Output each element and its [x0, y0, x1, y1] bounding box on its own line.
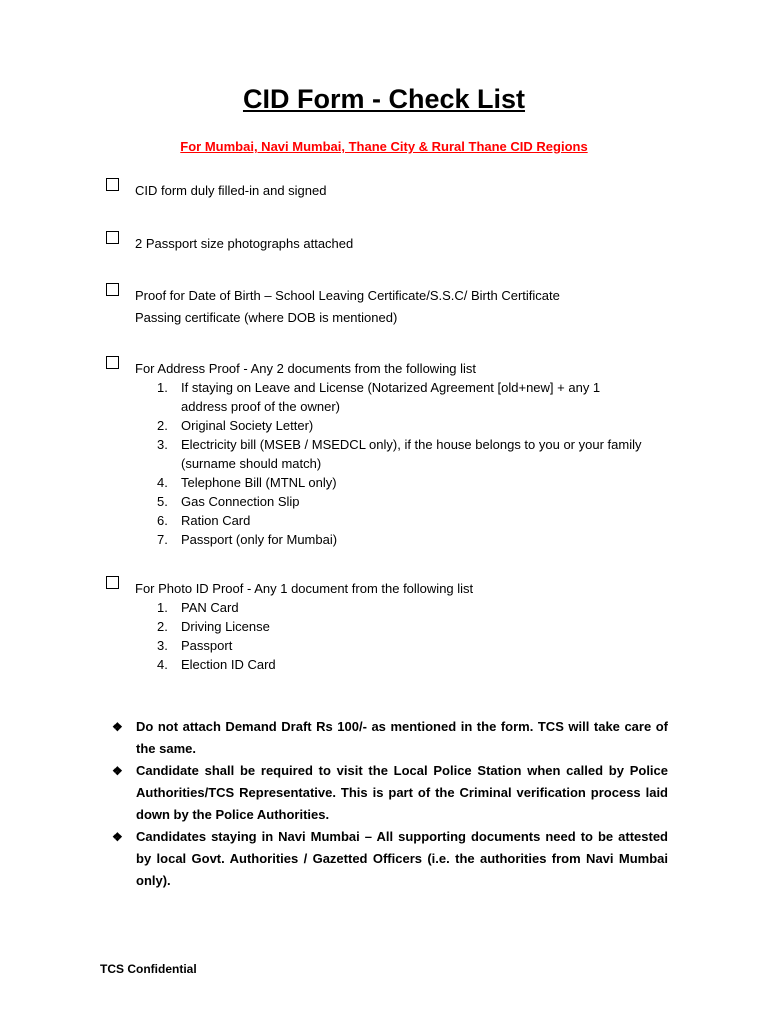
checklist-item-text: Proof for Date of Birth – School Leaving Certificate/S.S.C/ Birth Certificate Passing certificate (where DOB is mentioned) [135, 288, 560, 325]
note-item: ❖ Candidate shall be required to visit the Local Police Station when called by Police Authorities/TCS Representative. This is part of the Criminal verification process laid down by the Police Authorities. [112, 760, 668, 826]
checkbox-icon[interactable] [106, 576, 119, 589]
note-item: ❖ Candidates staying in Navi Mumbai – All supporting documents need to be attested by local Govt. Authorities / Gazetted Officers (i.e. the authorities from Navi Mumbai only). [112, 826, 668, 892]
checklist-item-text: For Address Proof - Any 2 documents from the following list [135, 361, 477, 376]
checkbox-icon[interactable] [106, 283, 119, 296]
diamond-bullet-icon: ❖ [112, 830, 123, 844]
page-subtitle: For Mumbai, Navi Mumbai, Thane City & Rural Thane CID Regions [180, 139, 588, 154]
footer-confidential: TCS Confidential [100, 962, 197, 976]
checkbox-icon[interactable] [106, 178, 119, 191]
notes-section [112, 716, 668, 892]
page-title: CID Form - Check List [242, 84, 526, 114]
checklist-item-text: CID form duly filled-in and signed [135, 183, 327, 198]
checklist-item-text: 2 Passport size photographs attached [135, 236, 354, 251]
checkbox-icon[interactable] [106, 231, 119, 244]
diamond-bullet-icon: ❖ [112, 764, 123, 778]
document-page: CID Form - Check List For Mumbai, Navi Mumbai, Thane City & Rural Thane CID Regions CID form duly filled-in and signed 2 Passport size photographs attached Proof for Date of Birth – School Leaving Certificate/S.S.C/ Birth Certificate Passing certificate (where DOB is mentioned) For Address Proof - Any 2 documents from the following list 1. If staying on Leave and License (Notarized Agreement [old+new] + any 1 address proof of the owner) 2. Original Society Letter) 3. Electricity bill (MSEB / MSEDCL only), if the house belongs to you or your family (surname should match) 4. Telephone Bill (MTNL only) 5. Gas Connection Slip 6. Ration Card 7. Passport (only for Mumbai) For Photo ID Proof - Any 1 document from the following list 1. PAN Card 2. Driving License 3. Passport 4. Election ID Card ❖ Do not attach Demand Draft Rs 100/- as mentioned in the form. TCS will take care of the same. ❖ Candidate shall be required to visit the Local Police Station when called by Police Authorities/TCS Representative. This is part of the Criminal verification process laid down by the Police Authorities. ❖ Candidates staying in Navi Mumbai – All supporting documents need to be attested by local Govt. Authorities / Gazetted Officers (i.e. the authorities from Navi Mumbai only). TCS Confidential [0, 0, 768, 1024]
checkbox-icon[interactable] [106, 356, 119, 369]
diamond-bullet-icon: ❖ [112, 720, 123, 734]
note-item: ❖ Do not attach Demand Draft Rs 100/- as mentioned in the form. TCS will take care of the same. [112, 716, 668, 760]
checklist-item-text: For Photo ID Proof - Any 1 document from the following list [135, 581, 474, 596]
